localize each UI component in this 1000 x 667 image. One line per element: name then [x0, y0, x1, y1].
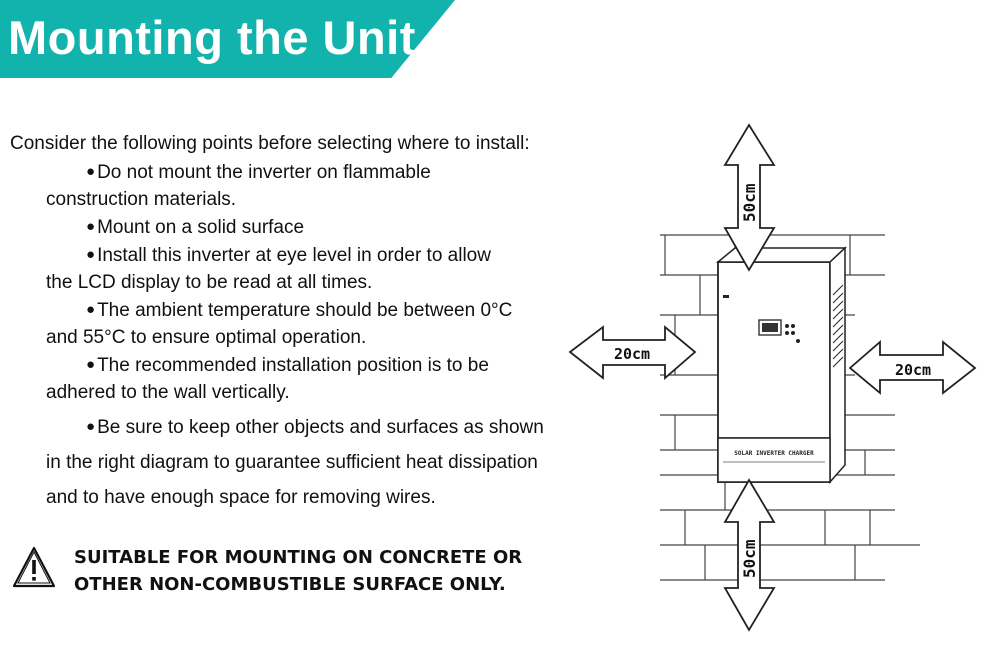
warning-message: SUITABLE FOR MOUNTING ON CONCRETE OR OTHER NON-COMBUSTIBLE SURFACE ONLY.: [74, 547, 523, 595]
bullet-icon: ●: [86, 418, 96, 435]
bullet-icon: ●: [86, 218, 96, 235]
right-clearance-label: 20cm: [894, 361, 932, 379]
inverter-unit: [718, 248, 845, 482]
point-vertical: ● The recommended installation position is to be adhered to the wall vertically.: [46, 355, 489, 403]
point-eye-level: ● Install this inverter at eye level in order to allow the LCD display to be read at all times.: [46, 245, 491, 293]
bottom-clearance-arrow: [725, 480, 774, 630]
point-solid-surface: ● Mount on a solid surface: [86, 217, 305, 238]
left-clearance-label: 20cm: [613, 345, 651, 363]
bullet-icon: ●: [86, 163, 96, 180]
point-flammable: ● Do not mount the inverter on flammable construction materials.: [46, 162, 431, 210]
top-clearance-label: 50cm: [740, 183, 759, 222]
instructions-intro: Consider the following points before selecting where to install:: [10, 133, 530, 154]
clearance-diagram: [565, 120, 980, 635]
bullet-icon: ●: [86, 356, 96, 373]
warning-icon: [12, 546, 56, 588]
right-clearance-arrow: [850, 342, 975, 393]
bullet-icon: ●: [86, 301, 96, 318]
page-title: Mounting the Unit: [8, 11, 416, 64]
point-clearance: ● Be sure to keep other objects and surfaces as shown in the right diagram to guarantee sufficient heat dissipation and to have enough space for removing wires.: [46, 417, 544, 508]
unit-label: SOLAR INVERTER CHARGER: [734, 450, 814, 457]
left-clearance-arrow: [570, 327, 695, 378]
bottom-clearance-label: 50cm: [740, 539, 759, 578]
point-temperature: ● The ambient temperature should be between 0°C and 55°C to ensure optimal operation.: [46, 300, 513, 348]
bullet-icon: ●: [86, 246, 96, 263]
instructions: [10, 130, 570, 515]
